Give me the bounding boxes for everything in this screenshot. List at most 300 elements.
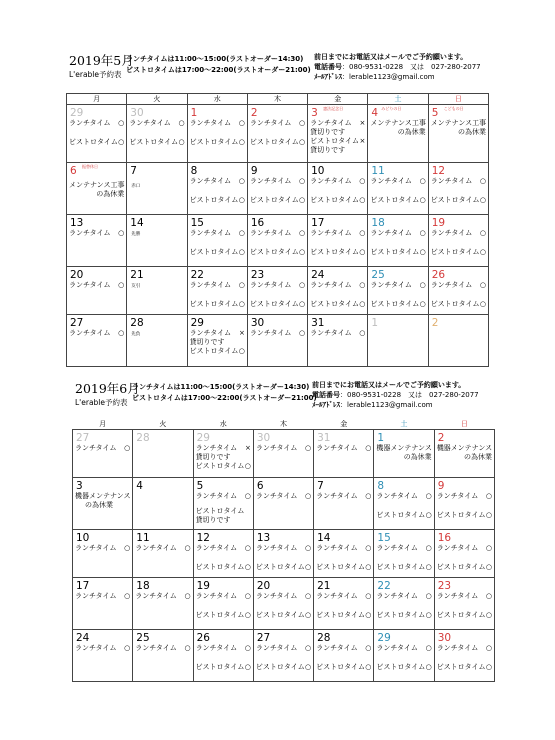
bistro-slot: ビストロタイム ○ — [376, 563, 432, 571]
lunch-slot: ランチタイム ○ — [430, 281, 486, 289]
day-cell[interactable] — [133, 530, 193, 578]
day-cell[interactable] — [253, 530, 313, 578]
day-cell[interactable] — [187, 163, 247, 215]
lunch-slot: ランチタイム × — [195, 444, 251, 452]
weekday-header — [73, 419, 495, 430]
day-number: 14 — [130, 217, 144, 229]
day-number: 30 — [256, 432, 271, 444]
mail-address: ：lerable1123@gmail.com — [340, 401, 433, 409]
shop-name: L'erable予約表 — [69, 70, 122, 79]
lunch-hours: ランチタイムは11:00～15:00(ラストオーダー14:30) — [126, 55, 304, 63]
day-cell[interactable] — [193, 530, 253, 578]
lunch-slot: ランチタイム ○ — [135, 592, 191, 600]
bistro-slot: ビストロタイム ○ — [189, 138, 245, 146]
day-cell[interactable] — [428, 267, 488, 315]
weekday: 木 — [247, 94, 307, 105]
day-cell[interactable] — [127, 105, 187, 163]
bistro-slot: ビストロタイム ○ — [376, 663, 432, 671]
day-number: 24 — [76, 632, 90, 644]
weekday: 日 — [428, 94, 488, 105]
lunch-slot: ランチタイム ○ — [255, 444, 312, 452]
bistro-slot: ビストロタイム ○ — [430, 248, 486, 256]
day-number: 4 — [371, 107, 379, 119]
lunch-slot: ランチタイム ○ — [376, 644, 432, 652]
day-cell[interactable] — [187, 267, 247, 315]
day-cell[interactable] — [193, 478, 253, 530]
day-number: 8 — [190, 165, 198, 177]
bistro-slot: ビストロタイム ○ — [249, 196, 306, 204]
day-number: 29 — [196, 432, 210, 444]
bistro-slot: ビストロタイム ○ — [310, 300, 366, 308]
day-cell[interactable] — [73, 478, 133, 530]
day-number: 20 — [70, 269, 84, 281]
day-cell[interactable] — [434, 478, 494, 530]
lunch-slot: ランチタイム ○ — [255, 592, 312, 600]
lunch-slot: ランチタイム ○ — [69, 281, 125, 289]
lunch-slot: ランチタイム ○ — [75, 444, 131, 452]
day-cell[interactable] — [308, 163, 368, 215]
day-number: 24 — [311, 269, 325, 281]
bistro-slot: ビストロタイム ○ — [189, 196, 245, 204]
week-row — [67, 315, 489, 367]
day-number: 26 — [196, 632, 210, 644]
bistro-slot: ビストロタイム ○ — [189, 347, 245, 355]
maintenance-note: の為休業 — [96, 190, 125, 198]
maintenance-note: 機器メンテナンス — [376, 444, 432, 452]
bistro-slot: ビストロタイム ○ — [316, 563, 372, 571]
mail-label: ﾒｰﾙｱﾄﾞﾚｽ — [314, 73, 342, 81]
holiday-note: 振替休日 — [82, 164, 98, 169]
bistro-slot: ビストロタイム ○ — [195, 611, 251, 619]
day-number: 21 — [130, 269, 144, 281]
lunch-slot: ランチタイム ○ — [195, 644, 251, 652]
day-cell[interactable] — [374, 478, 434, 530]
day-cell[interactable] — [434, 430, 494, 478]
bistro-slot: ビストロタイム ○ — [310, 248, 366, 256]
business-hours — [126, 54, 311, 76]
maintenance-note: メンテナンス工事 — [370, 119, 426, 127]
bistro-slot: ビストロタイム ○ — [436, 663, 492, 671]
lunch-slot: ランチタイム ○ — [255, 492, 312, 500]
reservation-note: 前日までにお電話又はメールでご予約願います。 — [314, 53, 468, 61]
lunch-slot: ランチタイム × — [189, 329, 245, 337]
day-number: 22 — [190, 269, 204, 281]
lunch-slot: ランチタイム ○ — [316, 492, 372, 500]
lunch-slot: ランチタイム ○ — [129, 119, 185, 127]
weekday: 金 — [308, 94, 368, 105]
june-table — [72, 419, 495, 682]
day-cell[interactable] — [73, 578, 133, 630]
day-cell[interactable] — [127, 267, 187, 315]
holiday-note: こどもの日 — [443, 106, 464, 111]
bistro-slot: ビストロタイム × — [310, 137, 366, 145]
lunch-slot: ランチタイム ○ — [316, 592, 372, 600]
day-cell[interactable] — [253, 430, 313, 478]
day-cell[interactable] — [434, 530, 494, 578]
phone-number: ：080-9531-0228 又は 027-280-2077 — [342, 63, 481, 71]
day-cell[interactable] — [67, 105, 127, 163]
day-number: 1 — [371, 317, 379, 329]
day-number: 10 — [311, 165, 325, 177]
lunch-slot: ランチタイム ○ — [430, 177, 486, 185]
lunch-slot: ランチタイム ○ — [189, 229, 245, 237]
day-cell[interactable] — [314, 530, 374, 578]
bistro-slot: ビストロタイム ○ — [316, 663, 372, 671]
day-cell[interactable] — [133, 430, 193, 478]
bistro-slot: ビストロタイム ○ — [195, 663, 251, 671]
day-number: 19 — [196, 580, 210, 592]
phone-label: 電話番号 — [312, 391, 340, 399]
day-number: 11 — [136, 532, 150, 544]
week-row — [73, 478, 495, 530]
day-number: 1 — [190, 107, 198, 119]
day-cell[interactable] — [193, 430, 253, 478]
day-number: 7 — [130, 165, 137, 177]
day-cell[interactable] — [308, 267, 368, 315]
rokuyo: 友引 — [131, 284, 141, 289]
day-cell[interactable] — [67, 215, 127, 267]
lunch-slot: ランチタイム ○ — [75, 644, 131, 652]
day-number: 3 — [311, 107, 318, 119]
day-number: 17 — [311, 217, 325, 229]
lunch-slot: ランチタイム ○ — [69, 229, 125, 237]
lunch-slot: ランチタイム ○ — [195, 492, 251, 500]
week-row — [67, 267, 489, 315]
bistro-slot: ビストロタイム ○ — [69, 138, 125, 146]
lunch-slot: ランチタイム ○ — [189, 119, 245, 127]
may-table — [66, 93, 489, 367]
day-cell[interactable] — [127, 315, 187, 367]
contact-info — [314, 52, 481, 82]
day-cell[interactable] — [374, 630, 434, 682]
bistro-slot: ビストロタイム ○ — [249, 300, 306, 308]
weekday: 火 — [127, 94, 187, 105]
day-number: 29 — [377, 632, 391, 644]
bistro-slot: ビストロタイム ○ — [310, 196, 366, 204]
lunch-slot: ランチタイム ○ — [376, 492, 432, 500]
phone-label: 電話番号 — [314, 63, 342, 71]
month-title: 2019年5月 — [69, 53, 134, 68]
day-cell[interactable] — [133, 478, 193, 530]
lunch-slot: ランチタイム ○ — [376, 544, 432, 552]
day-cell[interactable] — [374, 430, 434, 478]
lunch-slot: ランチタイム ○ — [436, 544, 492, 552]
maintenance-note: の為休業 — [464, 453, 492, 461]
lunch-slot: ランチタイム ○ — [135, 644, 191, 652]
day-number: 31 — [311, 317, 325, 329]
day-cell[interactable] — [133, 630, 193, 682]
bistro-slot: ビストロタイム ○ — [129, 138, 185, 146]
contact-info — [312, 380, 479, 410]
mail-address: ：lerable1123@gmail.com — [342, 73, 435, 81]
lunch-slot: ランチタイム ○ — [316, 544, 372, 552]
day-cell[interactable] — [247, 215, 307, 267]
bistro-slot: ビストロタイム ○ — [370, 248, 426, 256]
lunch-slot: ランチタイム ○ — [370, 177, 426, 185]
day-number: 9 — [437, 480, 445, 492]
day-cell[interactable] — [247, 267, 307, 315]
day-number: 25 — [136, 632, 150, 644]
day-cell[interactable] — [314, 630, 374, 682]
day-number: 27 — [76, 432, 90, 444]
bistro-slot: ビストロタイム ○ — [370, 300, 426, 308]
lunch-slot: ランチタイム ○ — [249, 177, 306, 185]
day-cell[interactable] — [368, 267, 428, 315]
day-cell[interactable] — [374, 530, 434, 578]
bistro-slot: ビストロタイム ○ — [195, 563, 251, 571]
day-number: 29 — [190, 317, 204, 329]
lunch-slot: ランチタイム ○ — [189, 281, 245, 289]
day-cell[interactable] — [247, 163, 307, 215]
day-cell[interactable] — [428, 105, 488, 163]
maintenance-note: の為休業 — [458, 128, 486, 136]
day-number: 30 — [250, 317, 265, 329]
day-number: 7 — [317, 480, 324, 492]
day-cell[interactable] — [187, 215, 247, 267]
day-number: 1 — [377, 432, 385, 444]
reserved-note: 貸切りです — [189, 338, 225, 346]
maintenance-note: 機器メンテナンス — [436, 444, 493, 452]
lunch-slot: ランチタイム ○ — [436, 492, 492, 500]
day-number: 11 — [371, 165, 385, 177]
day-number: 12 — [196, 532, 210, 544]
day-cell[interactable] — [73, 530, 133, 578]
reserved-note: 貸切りです — [195, 453, 231, 461]
bistro-hours: ビストロタイムは17:00～22:00(ラストオーダー21:00) — [132, 394, 317, 402]
bistro-slot: ビストロタイム ○ — [436, 611, 492, 619]
day-number: 3 — [76, 480, 83, 492]
day-cell[interactable] — [73, 630, 133, 682]
day-cell[interactable] — [187, 315, 247, 367]
lunch-slot: ランチタイム ○ — [135, 544, 191, 552]
weekday: 月 — [99, 420, 107, 428]
week-row — [73, 430, 495, 478]
lunch-slot: ランチタイム ○ — [376, 592, 432, 600]
day-number: 27 — [70, 317, 84, 329]
day-cell[interactable] — [187, 105, 247, 163]
maintenance-note: の為休業 — [403, 453, 432, 461]
rokuyo: 先勝 — [131, 232, 141, 237]
day-cell[interactable] — [247, 105, 307, 163]
day-cell[interactable] — [434, 578, 494, 630]
day-number: 17 — [76, 580, 90, 592]
lunch-slot: ランチタイム ○ — [249, 329, 306, 337]
business-hours — [132, 382, 317, 404]
day-cell[interactable] — [133, 578, 193, 630]
day-number: 28 — [317, 632, 331, 644]
lunch-slot: ランチタイム ○ — [249, 281, 306, 289]
holiday-note: 憲法記念日 — [323, 106, 344, 111]
rokuyo: 先負 — [131, 332, 141, 337]
lunch-slot: ランチタイム ○ — [436, 644, 492, 652]
lunch-slot: ランチタイム ○ — [436, 592, 492, 600]
day-number: 6 — [256, 480, 264, 492]
maintenance-note: メンテナンス工事 — [69, 181, 125, 189]
lunch-slot: ランチタイム ○ — [316, 644, 372, 652]
day-cell[interactable] — [67, 315, 127, 367]
lunch-slot: ランチタイム ○ — [249, 229, 306, 237]
weekday: 日 — [460, 420, 468, 428]
day-number: 22 — [377, 580, 391, 592]
day-number: 6 — [70, 165, 77, 177]
lunch-slot: ランチタイム ○ — [370, 229, 426, 237]
week-row — [73, 530, 495, 578]
bistro-slot: ビストロタイム ○ — [436, 511, 492, 519]
day-number: 29 — [70, 107, 84, 119]
lunch-slot: ランチタイム ○ — [195, 592, 251, 600]
lunch-slot: ランチタイム ○ — [75, 592, 131, 600]
shop-name: L'erable予約表 — [75, 398, 128, 407]
day-cell[interactable] — [314, 430, 374, 478]
lunch-slot: ランチタイム ○ — [255, 644, 312, 652]
bistro-slot: ビストロタイム ○ — [430, 300, 486, 308]
week-row — [73, 578, 495, 630]
lunch-slot: ランチタイム ○ — [430, 229, 486, 237]
day-number: 30 — [437, 632, 452, 644]
day-number: 16 — [437, 532, 452, 544]
day-number: 27 — [256, 632, 271, 644]
bistro-slot: ビストロタイム ○ — [430, 196, 486, 204]
bistro-slot: ビストロタイム ○ — [376, 511, 432, 519]
day-cell[interactable] — [127, 215, 187, 267]
day-number: 21 — [317, 580, 331, 592]
day-cell[interactable] — [368, 215, 428, 267]
bistro-slot: ビストロタイム ○ — [436, 563, 492, 571]
day-cell[interactable] — [434, 630, 494, 682]
day-cell[interactable] — [67, 163, 127, 215]
bistro-slot: ビストロタイム ○ — [189, 248, 245, 256]
day-cell[interactable] — [73, 430, 133, 478]
week-row — [67, 215, 489, 267]
lunch-slot: ランチタイム ○ — [249, 119, 306, 127]
weekday: 木 — [279, 420, 287, 428]
day-number: 23 — [250, 269, 265, 281]
bistro-slot: ビストロタイム ○ — [255, 611, 312, 619]
bistro-slot: ビストロタイム ○ — [255, 563, 312, 571]
day-number: 28 — [136, 432, 150, 444]
weekday: 月 — [67, 94, 127, 105]
day-cell[interactable] — [193, 578, 253, 630]
rokuyo: 赤口 — [131, 184, 141, 189]
day-number: 18 — [371, 217, 385, 229]
day-cell[interactable] — [428, 315, 488, 367]
day-number: 13 — [70, 217, 84, 229]
bistro-slot: ビストロタイム — [195, 507, 245, 515]
week-row — [67, 105, 489, 163]
maintenance-note: メンテナンス工事 — [430, 119, 487, 127]
bistro-slot: ビストロタイム ○ — [376, 611, 432, 619]
day-number: 15 — [190, 217, 204, 229]
weekday: 土 — [400, 420, 408, 428]
day-cell[interactable] — [374, 578, 434, 630]
lunch-slot: ランチタイム ○ — [310, 177, 366, 185]
day-cell[interactable] — [314, 478, 374, 530]
day-cell[interactable] — [368, 105, 428, 163]
bistro-slot: ビストロタイム ○ — [249, 248, 306, 256]
weekday: 土 — [368, 94, 428, 105]
day-number: 13 — [256, 532, 271, 544]
month-title: 2019年6月 — [75, 381, 140, 396]
weekday: 火 — [159, 420, 167, 428]
lunch-slot: ランチタイム ○ — [69, 329, 125, 337]
bistro-slot: ビストロタイム ○ — [316, 611, 372, 619]
day-number: 14 — [317, 532, 331, 544]
day-cell[interactable] — [253, 630, 313, 682]
day-cell[interactable] — [368, 163, 428, 215]
lunch-slot: ランチタイム ○ — [75, 544, 131, 552]
day-number: 19 — [431, 217, 446, 229]
bistro-slot: ビストロタイム ○ — [195, 462, 251, 470]
day-number: 18 — [136, 580, 150, 592]
day-cell[interactable] — [247, 315, 307, 367]
weekday: 金 — [340, 420, 348, 428]
day-number: 5 — [196, 480, 204, 492]
lunch-slot: ランチタイム ○ — [310, 281, 366, 289]
reservation-note: 前日までにお電話又はメールでご予約願います。 — [312, 381, 466, 389]
day-number: 2 — [437, 432, 445, 444]
day-cell[interactable] — [308, 215, 368, 267]
phone-number: ：080-9531-0228 又は 027-280-2077 — [340, 391, 479, 399]
day-number: 12 — [431, 165, 446, 177]
day-number: 15 — [377, 532, 391, 544]
day-number: 9 — [250, 165, 258, 177]
day-number: 2 — [431, 317, 439, 329]
day-cell[interactable] — [428, 163, 488, 215]
maintenance-note: の為休業 — [397, 128, 426, 136]
day-cell[interactable] — [368, 315, 428, 367]
maintenance-note: 機器メンテナンス — [75, 492, 131, 500]
holiday-note: みどりの日 — [381, 106, 402, 111]
bistro-slot: ビストロタイム ○ — [370, 196, 426, 204]
day-number: 4 — [136, 480, 143, 492]
day-cell[interactable] — [314, 578, 374, 630]
lunch-slot: ランチタイム × — [310, 119, 366, 127]
maintenance-note: の為休業 — [85, 501, 113, 509]
day-number: 23 — [437, 580, 452, 592]
reserved-note: 貸切りです — [310, 146, 346, 154]
lunch-slot: ランチタイム ○ — [310, 229, 366, 237]
day-cell[interactable] — [67, 267, 127, 315]
lunch-slot: ランチタイム ○ — [189, 177, 245, 185]
day-cell[interactable] — [428, 215, 488, 267]
day-cell[interactable] — [253, 478, 313, 530]
day-cell[interactable] — [308, 105, 368, 163]
day-number: 30 — [130, 107, 144, 119]
lunch-slot: ランチタイム ○ — [255, 544, 312, 552]
day-number: 31 — [317, 432, 331, 444]
weekday-header — [67, 94, 489, 105]
lunch-hours: ランチタイムは11:00～15:00(ラストオーダー14:30) — [132, 383, 310, 391]
day-cell[interactable] — [193, 630, 253, 682]
reserved-note: 貸切りです — [310, 128, 346, 136]
weekday: 水 — [219, 420, 227, 428]
lunch-slot: ランチタイム ○ — [69, 119, 125, 127]
day-cell[interactable] — [253, 578, 313, 630]
bistro-slot: ビストロタイム ○ — [255, 663, 312, 671]
lunch-slot: ランチタイム ○ — [195, 544, 251, 552]
day-cell[interactable] — [127, 163, 187, 215]
bistro-slot: ビストロタイム ○ — [249, 138, 306, 146]
day-number: 8 — [377, 480, 385, 492]
day-number: 2 — [250, 107, 258, 119]
day-number: 10 — [76, 532, 90, 544]
day-cell[interactable] — [308, 315, 368, 367]
lunch-slot: ランチタイム ○ — [310, 329, 366, 337]
lunch-slot: ランチタイム ○ — [316, 444, 372, 452]
day-number: 20 — [256, 580, 271, 592]
day-number: 26 — [431, 269, 446, 281]
weekday: 水 — [187, 94, 247, 105]
